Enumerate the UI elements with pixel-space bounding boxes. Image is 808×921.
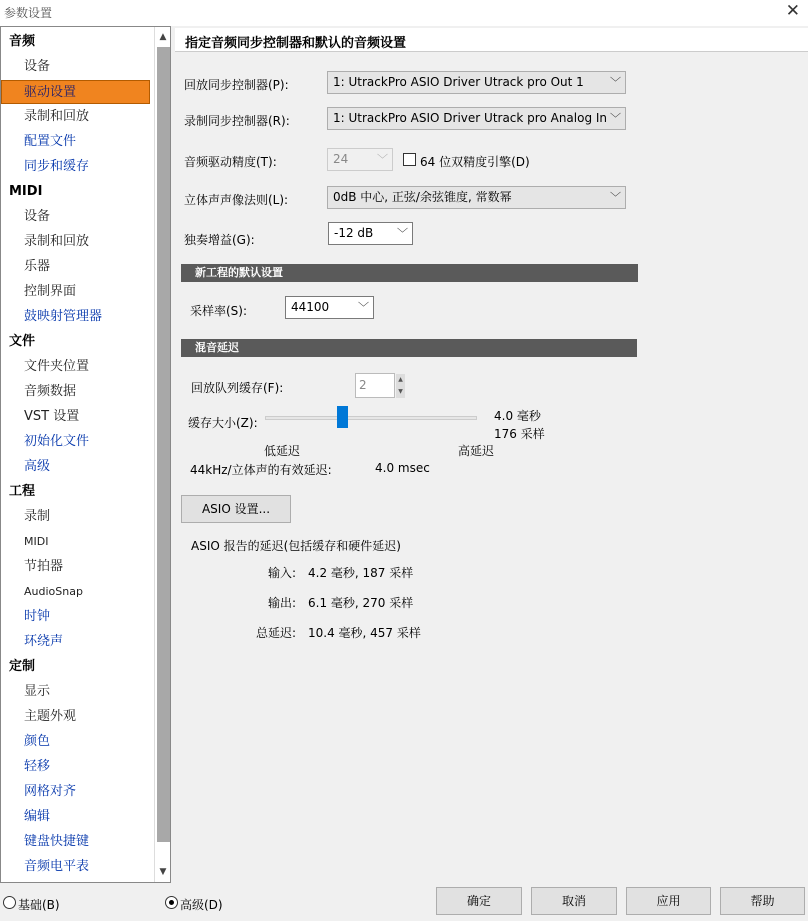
- playback-queue-input: [355, 373, 395, 398]
- sidebar-item[interactable]: 鼓映射管理器: [24, 309, 103, 324]
- playback-queue-stepper: ▲ ▼: [396, 374, 405, 398]
- driver-precision-value: 24: [333, 152, 349, 166]
- input-latency-label: 输入:: [268, 566, 297, 580]
- chevron-down-icon: ﹀: [377, 153, 388, 166]
- sidebar-item[interactable]: 显示: [24, 684, 51, 699]
- sidebar-item[interactable]: MIDI: [24, 535, 49, 548]
- record-controller-value: 1: UtrackPro ASIO Driver Utrack pro Analog In: [333, 111, 608, 125]
- cancel-button[interactable]: 取消: [531, 887, 617, 915]
- window-title: 参数设置: [4, 6, 53, 20]
- new-project-section-header: 新工程的默认设置: [181, 264, 638, 282]
- scroll-up-icon[interactable]: ▲: [159, 32, 167, 42]
- buffer-samples-value: 176 采样: [494, 427, 545, 441]
- high-latency-label: 高延迟: [458, 444, 495, 458]
- double-precision-label: 64 位双精度引擎(D): [420, 155, 530, 169]
- effective-latency-label: 44kHz/立体声的有效延迟:: [190, 463, 332, 477]
- chevron-down-icon: ﹀: [610, 76, 621, 89]
- chevron-down-icon: ﹀: [610, 112, 621, 125]
- apply-button[interactable]: 应用: [626, 887, 711, 915]
- sidebar-item[interactable]: 颜色: [24, 734, 51, 749]
- playback-queue-label: 回放队列缓存(F):: [191, 381, 284, 395]
- sidebar-item[interactable]: AudioSnap: [24, 585, 83, 598]
- sidebar-category[interactable]: MIDI: [9, 184, 43, 199]
- buffer-size-label: 缓存大小(Z):: [188, 416, 258, 430]
- playback-controller-label: 回放同步控制器(P):: [184, 78, 289, 92]
- total-latency-value: 10.4 毫秒, 457 采样: [308, 626, 421, 640]
- sidebar-item[interactable]: 时钟: [24, 609, 51, 624]
- buffer-size-slider-thumb[interactable]: [337, 406, 348, 428]
- output-latency-value: 6.1 毫秒, 270 采样: [308, 596, 414, 610]
- close-icon[interactable]: ✕: [785, 1, 800, 21]
- pan-law-label: 立体声声像法则(L):: [184, 193, 289, 207]
- playback-controller-select[interactable]: [327, 71, 626, 94]
- title-bar: [0, 0, 808, 26]
- sample-rate-value: 44100: [291, 300, 330, 314]
- sidebar-item[interactable]: 录制: [24, 509, 51, 524]
- pan-law-value: 0dB 中心, 正弦/余弦锥度, 常数幂: [333, 190, 512, 204]
- sidebar-item[interactable]: 设备: [24, 59, 51, 74]
- sidebar-item[interactable]: 主题外观: [24, 709, 77, 724]
- advanced-mode-radio[interactable]: [165, 896, 178, 909]
- record-controller-select[interactable]: [327, 107, 626, 130]
- asio-settings-button[interactable]: ASIO 设置...: [181, 495, 291, 523]
- sidebar-item[interactable]: 同步和缓存: [24, 159, 90, 174]
- advanced-mode-label: 高级(D): [180, 898, 223, 912]
- buffer-ms-value: 4.0 毫秒: [494, 409, 541, 423]
- sample-rate-label: 采样率(S):: [190, 304, 248, 318]
- sidebar-scrollbar[interactable]: [154, 27, 170, 882]
- sidebar-item[interactable]: 控制界面: [24, 284, 77, 299]
- sidebar-item[interactable]: 键盘快捷键: [24, 834, 90, 849]
- dialog-footer: [0, 883, 808, 921]
- sidebar-item[interactable]: 轻移: [24, 759, 51, 774]
- sidebar-item[interactable]: 编辑: [24, 809, 51, 824]
- double-precision-checkbox[interactable]: [403, 153, 416, 166]
- asio-reported-latency-label: ASIO 报告的延迟(包括缓存和硬件延迟): [191, 539, 401, 553]
- driver-precision-label: 音频驱动精度(T):: [184, 155, 277, 169]
- scrollbar-thumb[interactable]: [157, 47, 170, 842]
- record-controller-label: 录制同步控制器(R):: [184, 114, 290, 128]
- output-latency-label: 输出:: [268, 596, 297, 610]
- effective-latency-value: 4.0 msec: [375, 461, 430, 475]
- driver-precision-select: [327, 148, 393, 171]
- mix-latency-section-header: 混音延迟: [181, 339, 637, 357]
- sidebar-item[interactable]: 环绕声: [24, 634, 64, 649]
- chevron-down-icon: ﹀: [358, 301, 369, 314]
- sidebar-item[interactable]: 录制和回放: [24, 234, 90, 249]
- panel-title: 指定音频同步控制器和默认的音频设置: [185, 36, 407, 51]
- sidebar-item[interactable]: 节拍器: [24, 559, 64, 574]
- solo-gain-value: -12 dB: [334, 226, 374, 240]
- sidebar-item[interactable]: 初始化文件: [24, 434, 90, 449]
- low-latency-label: 低延迟: [264, 444, 301, 458]
- sidebar-item[interactable]: 音频数据: [24, 384, 77, 399]
- settings-sidebar: [0, 26, 171, 883]
- sidebar-category[interactable]: 文件: [9, 334, 36, 349]
- sidebar-item[interactable]: 文件夹位置: [24, 359, 90, 374]
- solo-gain-select[interactable]: [328, 222, 413, 245]
- chevron-down-icon: ﹀: [610, 191, 621, 204]
- solo-gain-label: 独奏增益(G):: [184, 233, 255, 247]
- playback-controller-value: 1: UtrackPro ASIO Driver Utrack pro Out 1: [333, 75, 584, 89]
- sidebar-item[interactable]: 乐器: [24, 259, 51, 274]
- scroll-down-icon[interactable]: ▼: [159, 867, 167, 877]
- sidebar-category[interactable]: 音频: [9, 34, 36, 49]
- driver-settings-panel: [171, 26, 808, 883]
- sidebar-category[interactable]: 定制: [9, 659, 36, 674]
- buffer-size-slider[interactable]: [265, 416, 477, 420]
- sidebar-item[interactable]: 音频电平表: [24, 859, 90, 874]
- sidebar-item[interactable]: 设备: [24, 209, 51, 224]
- sidebar-item[interactable]: 配置文件: [24, 134, 77, 149]
- chevron-down-icon: ﹀: [397, 227, 408, 240]
- basic-mode-radio[interactable]: [3, 896, 16, 909]
- pan-law-select[interactable]: [327, 186, 626, 209]
- sidebar-item[interactable]: 高级: [24, 459, 51, 474]
- panel-header: [175, 28, 808, 52]
- help-button[interactable]: 帮助: [720, 887, 805, 915]
- sample-rate-select[interactable]: [285, 296, 374, 319]
- sidebar-item[interactable]: 驱动设置: [1, 80, 150, 104]
- sidebar-item[interactable]: VST 设置: [24, 409, 80, 424]
- ok-button[interactable]: 确定: [436, 887, 522, 915]
- sidebar-category[interactable]: 工程: [9, 484, 36, 499]
- input-latency-value: 4.2 毫秒, 187 采样: [308, 566, 414, 580]
- sidebar-tree: [1, 27, 153, 882]
- sidebar-item[interactable]: 网格对齐: [24, 784, 77, 799]
- sidebar-item[interactable]: 录制和回放: [24, 109, 90, 124]
- basic-mode-label: 基础(B): [18, 898, 60, 912]
- playback-queue-value: 2: [359, 378, 367, 392]
- total-latency-label: 总延迟:: [256, 626, 297, 640]
